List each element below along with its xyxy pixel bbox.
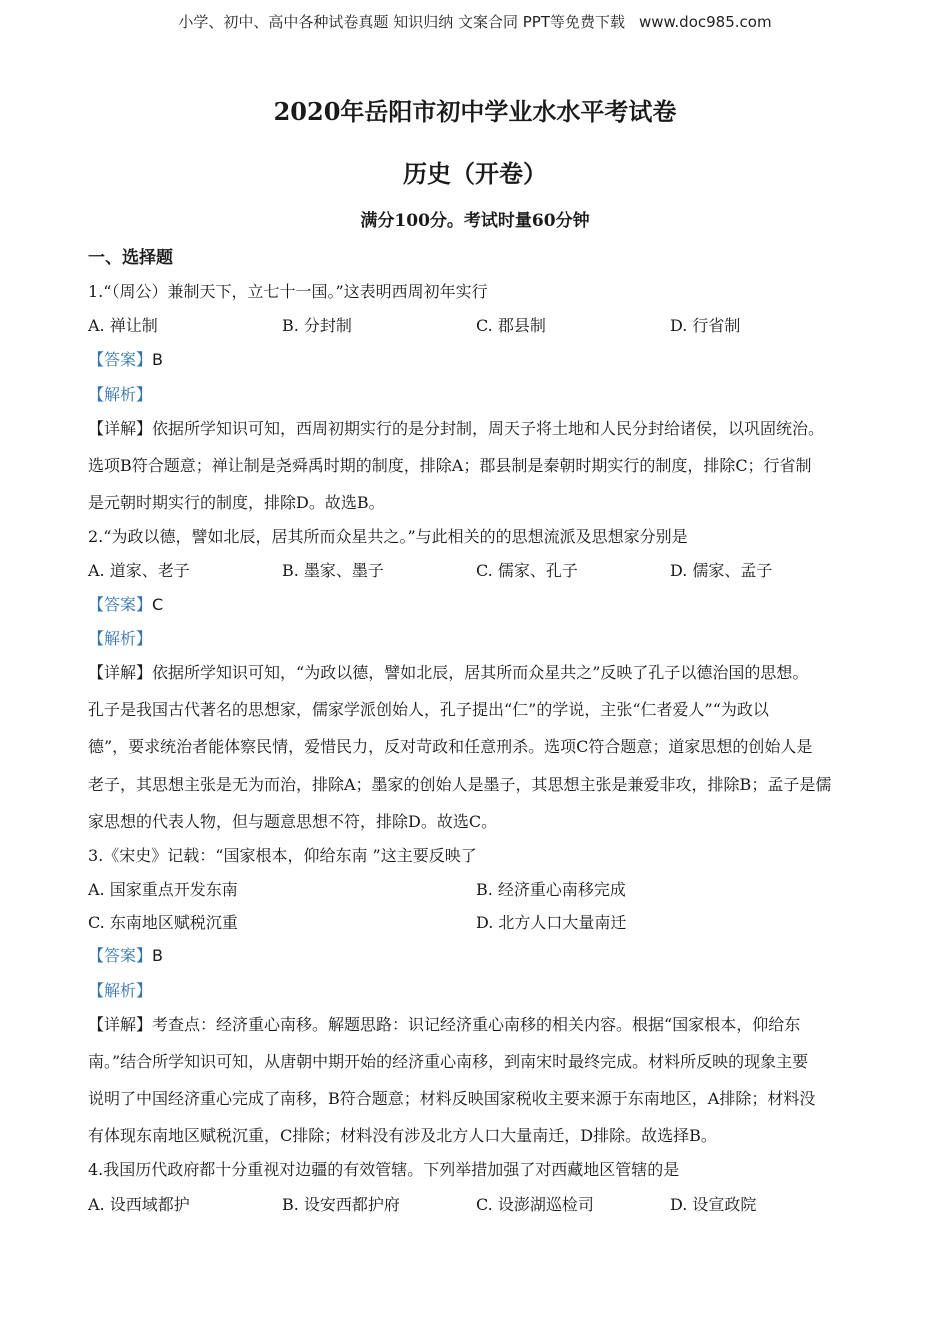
q3-option-c: C. 东南地区赋税沉重 [88, 913, 238, 932]
q4-option-a: A. 设西域都护 [88, 1195, 190, 1214]
q2-option-c: C. 儒家、孔子 [476, 561, 578, 580]
q3-option-b: B. 经济重心南移完成 [476, 880, 626, 899]
q4-option-d: D. 设宣政院 [670, 1195, 757, 1214]
q1-option-b: B. 分封制 [282, 316, 352, 335]
q2-detail-text-1: 依据所学知识可知，“为政以德，譬如北辰，居其所而众星共之”反映了孔子以德治国的思想。 [152, 663, 809, 682]
q3-detail-line-3: 说明了中国经济重心完成了南移，B符合题意；材料反映国家税收主要来源于东南地区，A排除；材料没 [88, 1089, 816, 1108]
q1-option-c: C. 郡县制 [476, 316, 546, 335]
q1-option-a: A. 禅让制 [88, 316, 158, 335]
q3-answer-value: B [152, 946, 163, 965]
q2-analysis-label: 【解析】 [88, 629, 153, 648]
q3-detail-line-1 [88, 1012, 864, 1035]
q2-option-b: B. 墨家、墨子 [282, 561, 384, 580]
q1-detail-line-1 [88, 416, 864, 439]
q2-detail-line-5: 家思想的代表人物，但与题意思想不符，排除D。故选C。 [88, 812, 498, 831]
q3-detail-line-2: 南。”结合所学知识可知，从唐朝中期开始的经济重心南移，到南宋时最终完成。材料所反映的现象主要 [88, 1052, 809, 1071]
answer-label: 【答案】 [88, 350, 153, 369]
q4-option-b: B. 设安西都护府 [282, 1195, 400, 1214]
detail-label: 【详解】 [88, 419, 153, 438]
q3-detail-line-4: 有体现东南地区赋税沉重，C排除；材料没有涉及北方人口大量南迁，D排除。故选择B。 [88, 1126, 717, 1145]
q2-answer [88, 592, 163, 615]
question-1-stem: 1.“（周公）兼制天下，立七十一国。”这表明西周初年实行 [88, 282, 488, 301]
q3-answer [88, 943, 163, 966]
q1-analysis-label: 【解析】 [88, 385, 153, 404]
q2-detail-line-1 [88, 660, 864, 683]
answer-label: 【答案】 [88, 946, 153, 965]
question-3-stem: 3.《宋史》记载：“国家根本，仰给东南 ”这主要反映了 [88, 846, 477, 865]
banner-text: 小学、初中、高中各种试卷真题 知识归纳 文案合同 PPT等免费下载 [178, 13, 625, 31]
question-2-stem: 2.“为政以德，譬如北辰，居其所而众星共之。”与此相关的的思想流派及思想家分别是 [88, 527, 688, 546]
q4-option-c: C. 设澎湖巡检司 [476, 1195, 594, 1214]
q2-option-d: D. 儒家、孟子 [670, 561, 773, 580]
exam-info: 满分100分。考试时量60分钟 [360, 211, 590, 231]
detail-label: 【详解】 [88, 663, 153, 682]
q2-answer-value: C [152, 595, 164, 614]
q3-analysis-label: 【解析】 [88, 981, 153, 1000]
banner-url[interactable]: www.doc985.com [638, 13, 772, 31]
q2-detail-line-2: 孔子是我国古代著名的思想家，儒家学派创始人，孔子提出“仁”的学说，主张“仁者爱人”“为政以 [88, 700, 769, 719]
q1-detail-line-3: 是元朝时期实行的制度，排除D。故选B。 [88, 493, 385, 512]
detail-label: 【详解】 [88, 1015, 153, 1034]
q3-option-d: D. 北方人口大量南迁 [476, 913, 627, 932]
q1-option-d: D. 行省制 [670, 316, 741, 335]
question-4-stem: 4.我国历代政府都十分重视对边疆的有效管辖。下列举措加强了对西藏地区管辖的是 [88, 1160, 680, 1179]
answer-label: 【答案】 [88, 595, 153, 614]
q2-option-a: A. 道家、老子 [88, 561, 190, 580]
q2-detail-line-4: 老子，其思想主张是无为而治，排除A；墨家的创始人是墨子，其思想主张是兼爱非攻，排除B；孟子是儒 [88, 775, 832, 794]
q1-answer [88, 347, 163, 370]
section-heading: 一、选择题 [88, 248, 173, 268]
q2-detail-line-3: 德”，要求统治者能体察民情，爱惜民力，反对苛政和任意刑杀。选项C符合题意；道家思想的创始人是 [88, 737, 813, 756]
q3-option-a: A. 国家重点开发东南 [88, 880, 238, 899]
site-banner [0, 11, 950, 32]
q1-detail-text-1: 依据所学知识可知，西周初期实行的是分封制，周天子将土地和人民分封给诸侯，以巩固统治。 [152, 419, 825, 438]
q1-answer-value: B [152, 350, 163, 369]
q1-detail-line-2: 选项B符合题意；禅让制是尧舜禹时期的制度，排除A；郡县制是秦朝时期实行的制度，排除C；行省制 [88, 456, 812, 475]
exam-subject: 历史（开卷） [403, 159, 547, 188]
q3-detail-text-1: 考查点：经济重心南移。解题思路：识记经济重心南移的相关内容。根据“国家根本，仰给东 [152, 1015, 801, 1034]
exam-title: 2020年岳阳市初中学业水水平考试卷 [273, 97, 677, 126]
